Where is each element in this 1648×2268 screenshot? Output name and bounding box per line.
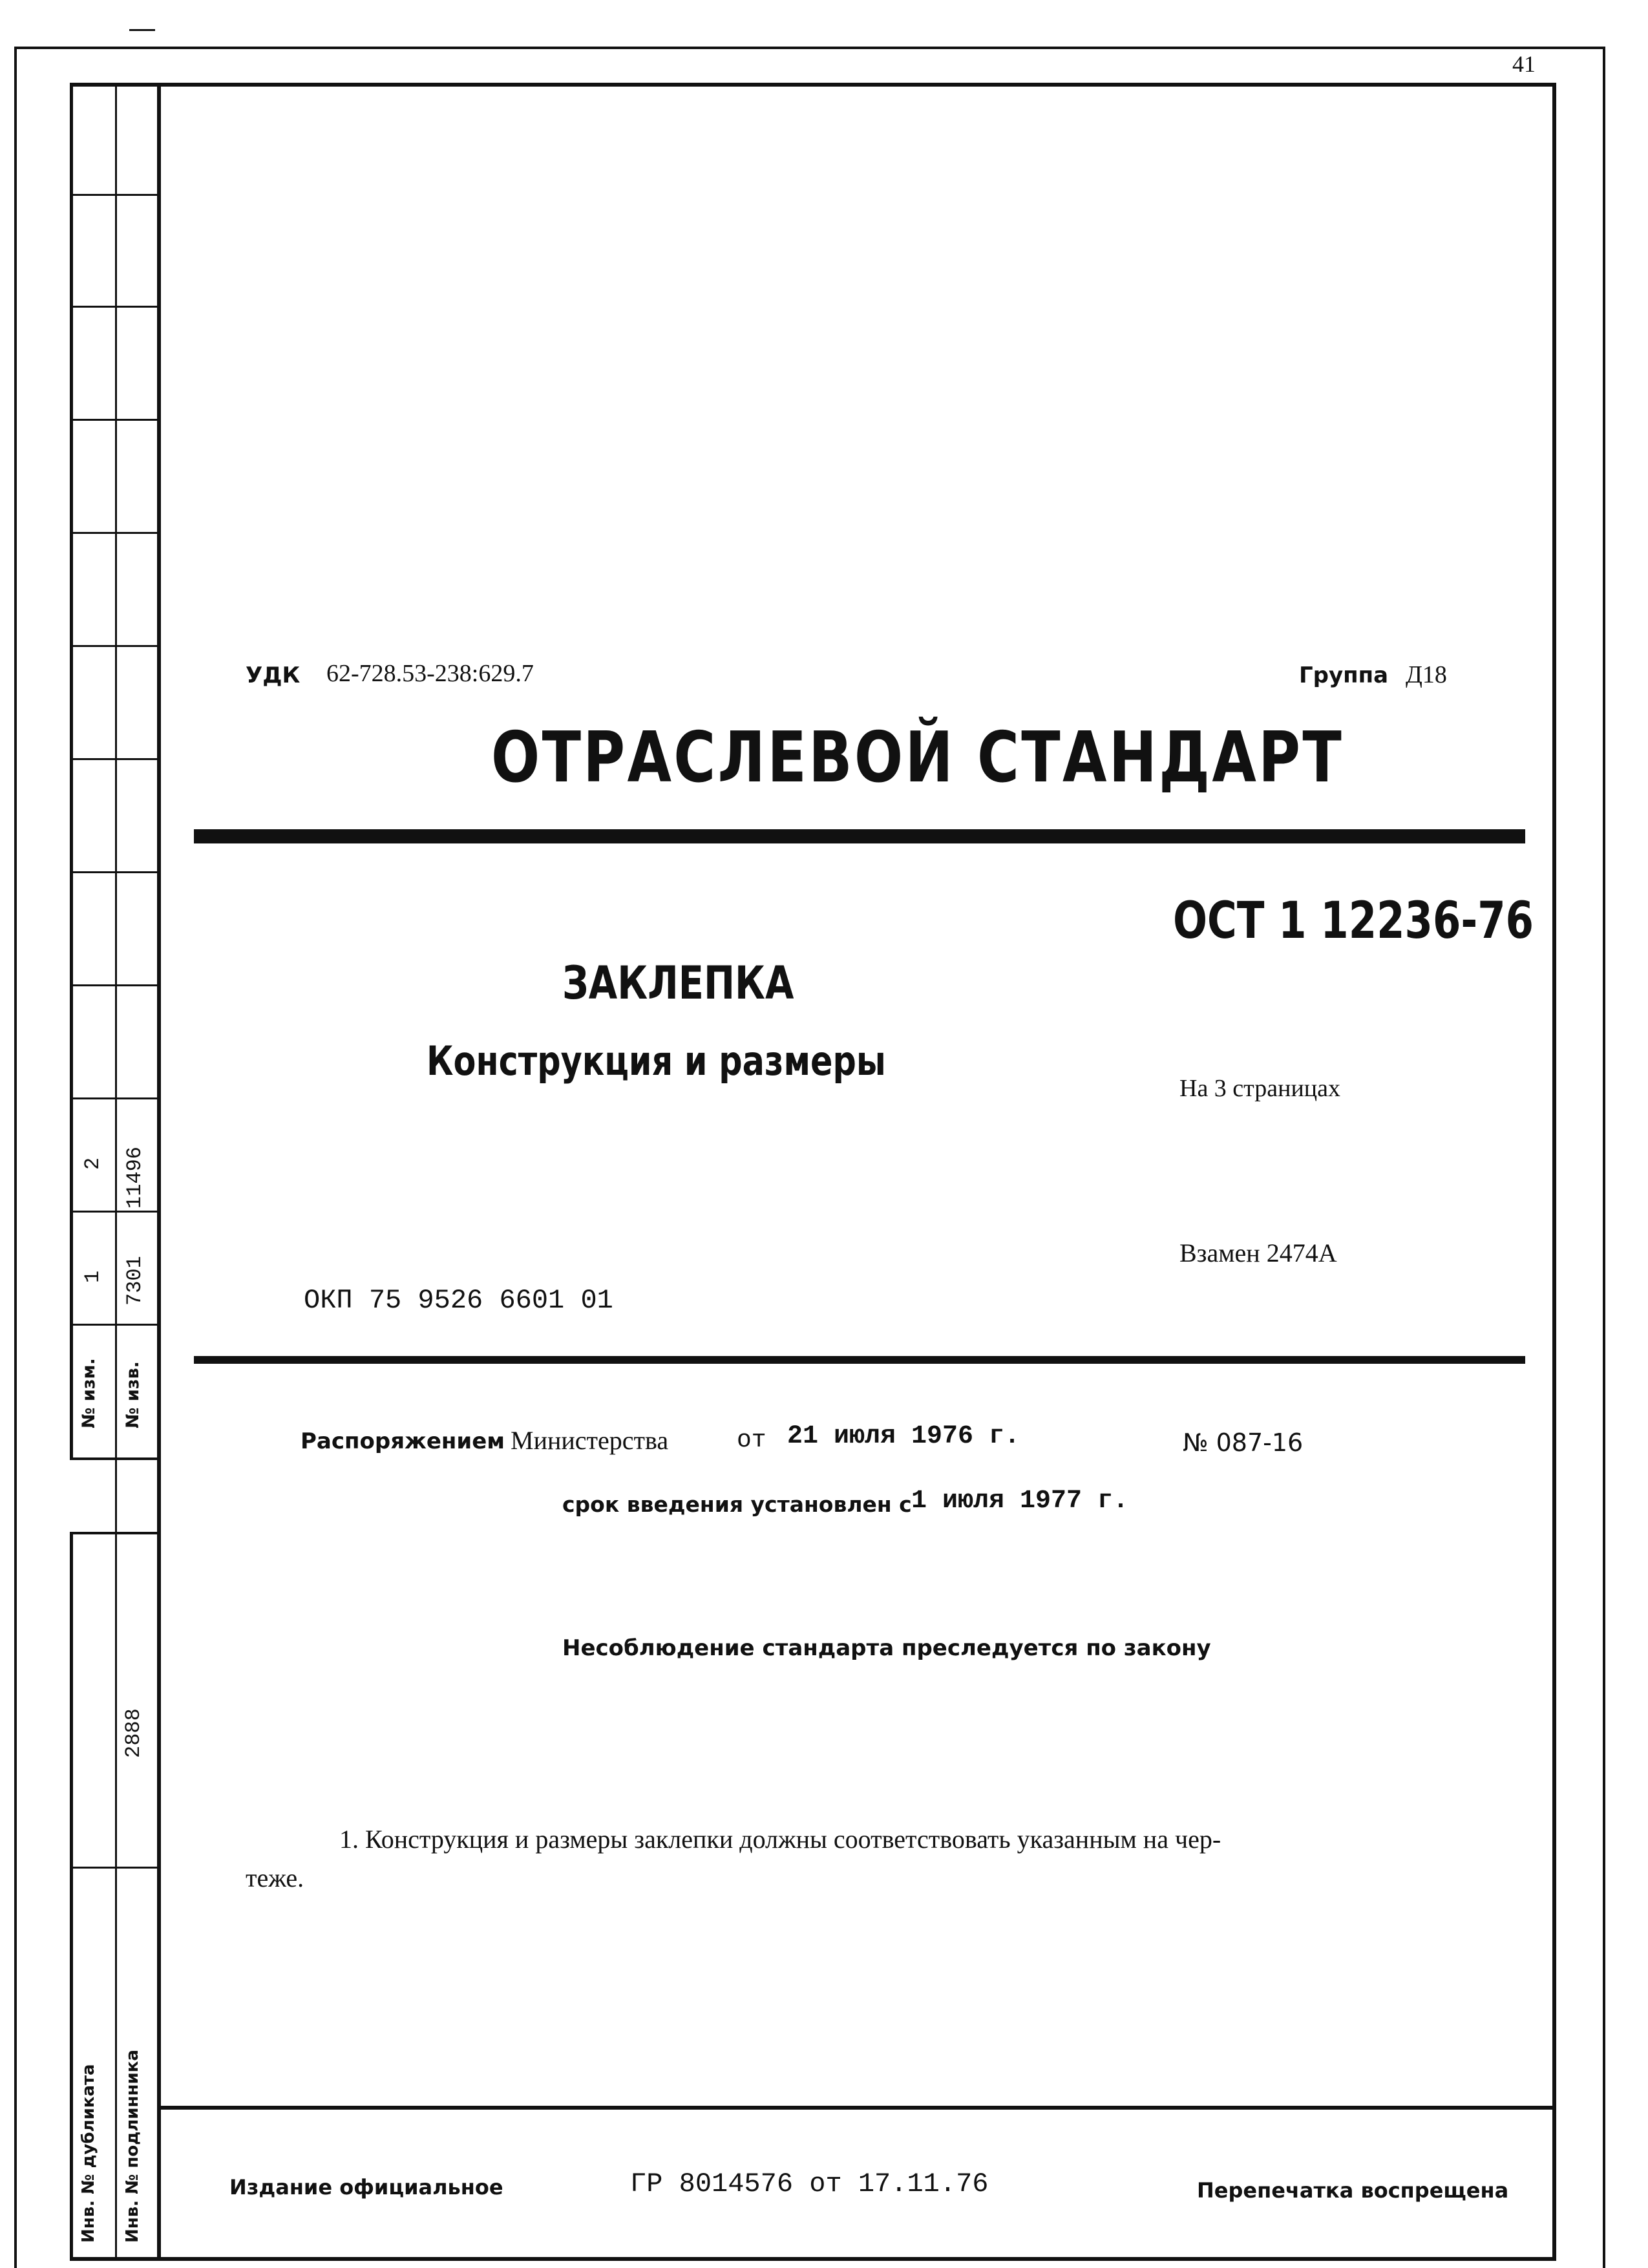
outer-frame-right (1603, 47, 1605, 2268)
group-label: Группа (1299, 662, 1389, 688)
page-count: На 3 страницах (1179, 1075, 1340, 1102)
title-rule-thick (194, 829, 1525, 843)
group-value: Д18 (1406, 661, 1447, 688)
order-date: 21 июля 1976 г. (787, 1422, 1020, 1451)
strip-row-divider (70, 419, 160, 421)
inner-frame-right (1552, 83, 1556, 2261)
strip-row-divider (70, 1097, 160, 1099)
strip-row-divider (70, 645, 160, 647)
change-number-1: 1 (81, 1270, 105, 1283)
duplicate-inventory-label: Инв. № дубликата (79, 2064, 98, 2243)
strip-left-edge (70, 83, 73, 1459)
corner-mark (129, 29, 155, 31)
replaces-note: Взамен 2474А (1179, 1238, 1337, 1267)
strip-row-divider (70, 532, 160, 534)
footer-rule (160, 2106, 1556, 2110)
footer-reprint: Перепечатка воспрещена (1197, 2178, 1509, 2203)
notice-number-2: 11496 (123, 1146, 147, 1209)
standard-number: ОСТ 1 12236-76 (1173, 892, 1534, 950)
main-title: ОТРАСЛЕВОЙ СТАНДАРТ (491, 717, 1344, 798)
strip-row-divider (70, 1211, 160, 1213)
order-from-label: от (737, 1426, 766, 1454)
strip-row-divider (70, 758, 160, 760)
original-inventory-label: Инв. № подлинника (123, 2050, 142, 2243)
udk-value: 62-728.53-238:629.7 (326, 660, 534, 687)
legal-notice: Несоблюдение стандарта преследуется по закону (562, 1635, 1211, 1661)
effective-date: 1 июля 1977 г. (911, 1487, 1129, 1516)
standard-title: ЗАКЛЕПКА (562, 957, 794, 1010)
inner-frame-top (70, 83, 1556, 87)
okp-code: ОКП 75 9526 6601 01 (304, 1285, 613, 1316)
strip-left-edge-lower (70, 1532, 73, 2261)
change-number-2: 2 (81, 1157, 105, 1170)
strip-row-divider (70, 871, 160, 873)
page-number: 41 (1512, 51, 1536, 77)
outer-frame-top (14, 47, 1605, 49)
strip-gap-top (70, 1457, 160, 1460)
section-rule (194, 1356, 1525, 1364)
strip-row-divider (70, 306, 160, 308)
notice-number-1: 7301 (123, 1256, 147, 1306)
main-frame-left (157, 83, 161, 2261)
strip-gap-bottom (70, 1532, 160, 1534)
izm-label: № изм. (79, 1358, 99, 1428)
outer-frame-left (14, 47, 17, 2268)
strip-mid-divider (115, 83, 117, 2261)
strip-row-divider (70, 1324, 160, 1326)
udk-label: УДК (246, 662, 301, 688)
original-inventory-value: 2888 (121, 1708, 145, 1758)
strip-row-divider (70, 984, 160, 986)
footer-edition: Издание официальное (229, 2175, 503, 2199)
standard-subtitle: Конструкция и размеры (427, 1037, 886, 1085)
strip-row-divider (70, 1867, 160, 1869)
izv-label: № изв. (123, 1361, 143, 1428)
order-by-label: Распоряжением (301, 1428, 505, 1454)
effective-label: срок введения установлен с (562, 1492, 912, 1517)
strip-row-divider (70, 194, 160, 196)
clause-1-line-2: теже. (246, 1863, 304, 1892)
clause-1-line-1: 1. Конструкция и размеры заклепки должны соответствовать указанным на чер- (339, 1825, 1221, 1854)
inner-frame-bottom (70, 2257, 1556, 2261)
order-number: № 087-16 (1183, 1428, 1304, 1457)
order-ministry: Министерства (511, 1426, 669, 1455)
footer-registration: ГР 8014576 от 17.11.76 (630, 2168, 989, 2199)
